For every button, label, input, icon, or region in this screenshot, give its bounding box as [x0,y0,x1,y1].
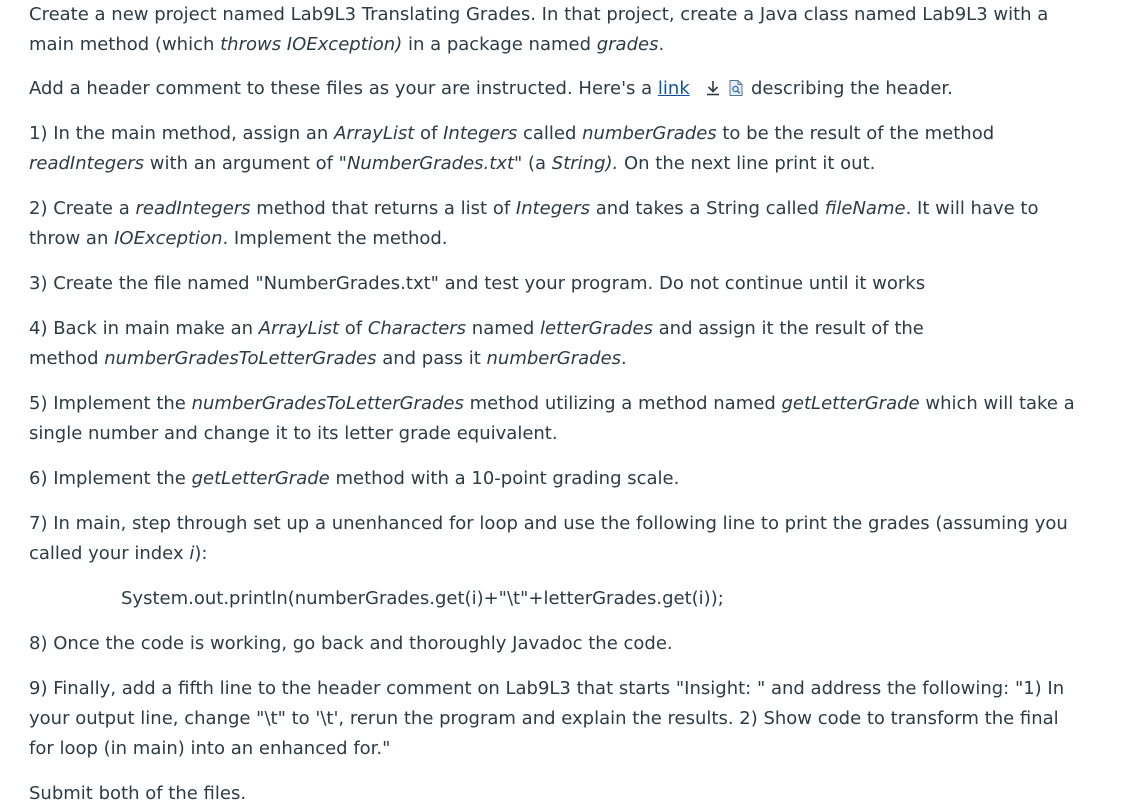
step-1-paragraph [29,119,1089,179]
step-7-paragraph [29,509,1089,569]
intro-throws-text: throws IOException) [220,34,403,55]
intro-text: Create a new project named Lab9L3 Translating Grades. In that project, create a Java class named Lab9L3 with a main method (which [29,4,1049,55]
step-4-paragraph [29,314,1089,374]
step-2-text: 2) Create a [29,198,136,219]
var-numbergrades: numberGrades [486,348,622,369]
step-5-text-2: method utilizing a method named [463,393,782,414]
method-readintegers: readIntegers [135,198,251,219]
step-5-text: 5) Implement the [29,393,192,414]
method-readintegers: readIntegers [29,153,145,174]
method-numbergradestolettergrades: numberGradesToLetterGrades [191,393,464,414]
step-2-paragraph [29,194,1089,254]
intro-paragraph [29,0,1089,60]
submit-paragraph [29,779,1089,809]
type-ioexception: IOException [114,228,223,249]
step-9-text: 9) Finally, add a fifth line to the header comment on Lab9L3 that starts "Insight: " and address the following: "1) In your output line, change "\t" to '\t', rerun the program and explain the results. 2) Show code to transform the final for loop (in main) into an enhanced for." [29,678,1065,759]
type-arraylist: ArrayList [258,318,340,339]
type-arraylist: ArrayList [334,123,415,144]
step-4-text-3: named [466,318,540,339]
step-5-paragraph [29,389,1089,449]
method-getlettergrade: getLetterGrade [191,468,330,489]
step-3-text: 3) Create the file named "NumberGrades.txt" and test your program. Do not continue until it works [29,273,926,294]
type-integers: Integers [515,198,591,219]
step-6-text: 6) Implement the [29,468,192,489]
document-preview-icon[interactable] [727,77,745,107]
var-numbergrades: numberGrades [582,123,717,144]
header-text: Add a header comment to these files as your are instructed. Here's a [29,78,658,99]
step-2-text-2: method that returns a list of [250,198,516,219]
header-text-2: describing the header. [745,78,953,99]
step-8-paragraph [29,629,1089,659]
index-i: i [189,543,195,564]
var-lettergrades: letterGrades [539,318,653,339]
step-6-paragraph [29,464,1089,494]
step-7-text-2: ): [194,543,208,564]
download-icon[interactable] [704,77,722,107]
code-line: System.out.println(numberGrades.get(i)+"\t"+letterGrades.get(i)); [121,588,724,609]
step-1-text-4: to be the result of the method [716,123,995,144]
filename-argument: "NumberGrades.txt" [338,153,523,174]
step-8-text: 8) Once the code is working, go back and thoroughly Javadoc the code. [29,633,673,654]
step-6-text-2: method with a 10-point grading scale. [329,468,680,489]
step-2-text-3: and takes a String called [590,198,825,219]
step-4-text-4: and assign it the result of the [652,318,924,339]
type-string: String). [551,153,619,174]
param-filename: fileName [824,198,906,219]
step-4-text-6: and pass it [376,348,487,369]
step-1-text-5: with an argument of [144,153,339,174]
intro-period: . [658,34,665,55]
method-numbergradestolettergrades: numberGradesToLetterGrades [104,348,377,369]
step-1-text-3: called [517,123,583,144]
header-paragraph [29,74,1089,107]
step-1-text-7: On the next line print it out. [618,153,876,174]
header-doc-link[interactable]: link [657,78,690,99]
method-getlettergrade: getLetterGrade [781,393,920,414]
code-line-paragraph [29,584,1089,614]
step-1-text-2: of [414,123,444,144]
step-4-text: 4) Back in main make an [29,318,259,339]
submit-text: Submit both of the files. [29,783,247,804]
type-characters: Characters [367,318,467,339]
step-7-text: 7) In main, step through set up a unenhanced for loop and use the following line to print the grades (assuming you called your index [29,513,1068,564]
step-4-text-2: of [339,318,368,339]
intro-text-2: in a package named [402,34,597,55]
step-1-text-6: (a [522,153,552,174]
type-integers: Integers [443,123,518,144]
step-4-period: . [621,348,627,369]
step-4-text-5: method [29,348,105,369]
step-3-paragraph [29,269,1089,299]
step-9-paragraph [29,674,1089,764]
step-5-text-3: which will take a single number and change it to its letter grade equivalent. [29,393,1075,444]
package-name: grades [596,34,659,55]
step-2-text-4: . It will have to throw an [29,198,1039,249]
step-1-text: 1) In the main method, assign an [29,123,335,144]
step-2-text-5: . Implement the method. [222,228,448,249]
